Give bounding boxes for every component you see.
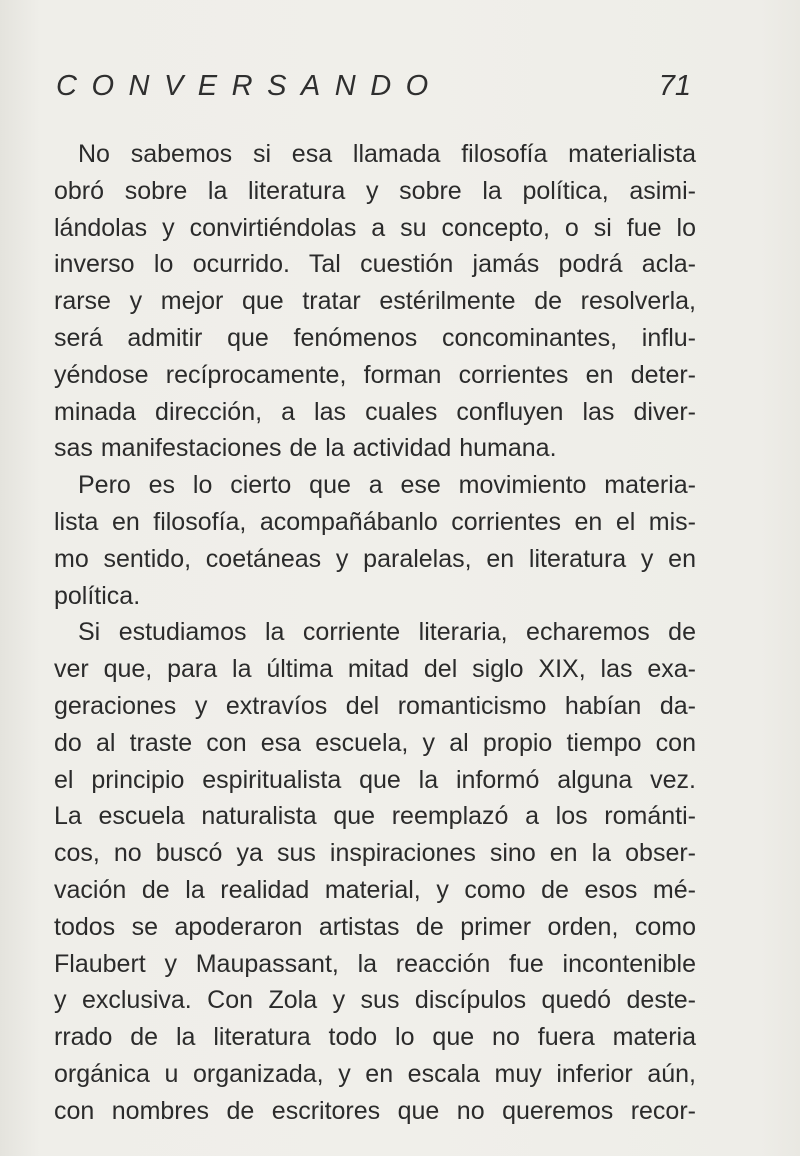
- text-line: geraciones y extravíos del romanticismo habían da-: [54, 691, 696, 720]
- text-line: rrado de la literatura todo lo que no fuera materia: [54, 1023, 696, 1052]
- text-line: todos se apoderaron artistas de primer orden, como: [54, 912, 696, 941]
- page-header: [56, 66, 691, 114]
- text-line: con nombres de escritores que no queremos recor-: [54, 1096, 696, 1125]
- text-line: lándolas y convirtiéndolas a su concepto, o si fue lo: [54, 213, 696, 242]
- text-line: minada dirección, a las cuales confluyen las diver-: [54, 397, 696, 426]
- text-line: inverso lo ocurrido. Tal cuestión jamás podrá acla-: [54, 250, 696, 279]
- text-line: Si estudiamos la corriente literaria, echaremos de: [78, 618, 696, 647]
- text-line: obró sobre la literatura y sobre la política, asimi-: [54, 176, 696, 205]
- text-line: mo sentido, coetáneas y paralelas, en literatura y en: [54, 544, 696, 573]
- text-line: Flaubert y Maupassant, la reacción fue incontenible: [54, 949, 696, 978]
- text-line: lista en filosofía, acompañábanlo corrientes en el mis-: [54, 507, 696, 536]
- text-line: do al traste con esa escuela, y al propio tiempo con: [54, 728, 696, 757]
- text-line: el principio espiritualista que la informó alguna vez.: [54, 765, 696, 794]
- text-line: La escuela naturalista que reemplazó a los románti-: [54, 802, 696, 831]
- text-line: orgánica u organizada, y en escala muy inferior aún,: [54, 1059, 696, 1088]
- text-line: yéndose recíprocamente, forman corrientes en deter-: [54, 360, 696, 389]
- page-number: 71: [658, 70, 691, 102]
- body-text: [54, 136, 696, 1130]
- text-line: No sabemos si esa llamada filosofía materialista: [78, 140, 696, 168]
- text-line: Pero es lo cierto que a ese movimiento materia-: [78, 471, 696, 500]
- text-line: cos, no buscó ya sus inspiraciones sino en la obser-: [54, 839, 696, 868]
- running-title: CONVERSANDO: [56, 70, 443, 102]
- text-line: política.: [54, 581, 141, 610]
- text-line: vación de la realidad material, y como de esos mé-: [54, 875, 696, 904]
- text-line: rarse y mejor que tratar estérilmente de resolverla,: [54, 287, 696, 316]
- text-line: sas manifestaciones de la actividad humana.: [54, 434, 557, 463]
- text-line: y exclusiva. Con Zola y sus discípulos quedó deste-: [54, 986, 696, 1015]
- text-line: será admitir que fenómenos concominantes, influ-: [54, 323, 696, 352]
- text-line: ver que, para la última mitad del siglo XIX, las exa-: [54, 655, 696, 684]
